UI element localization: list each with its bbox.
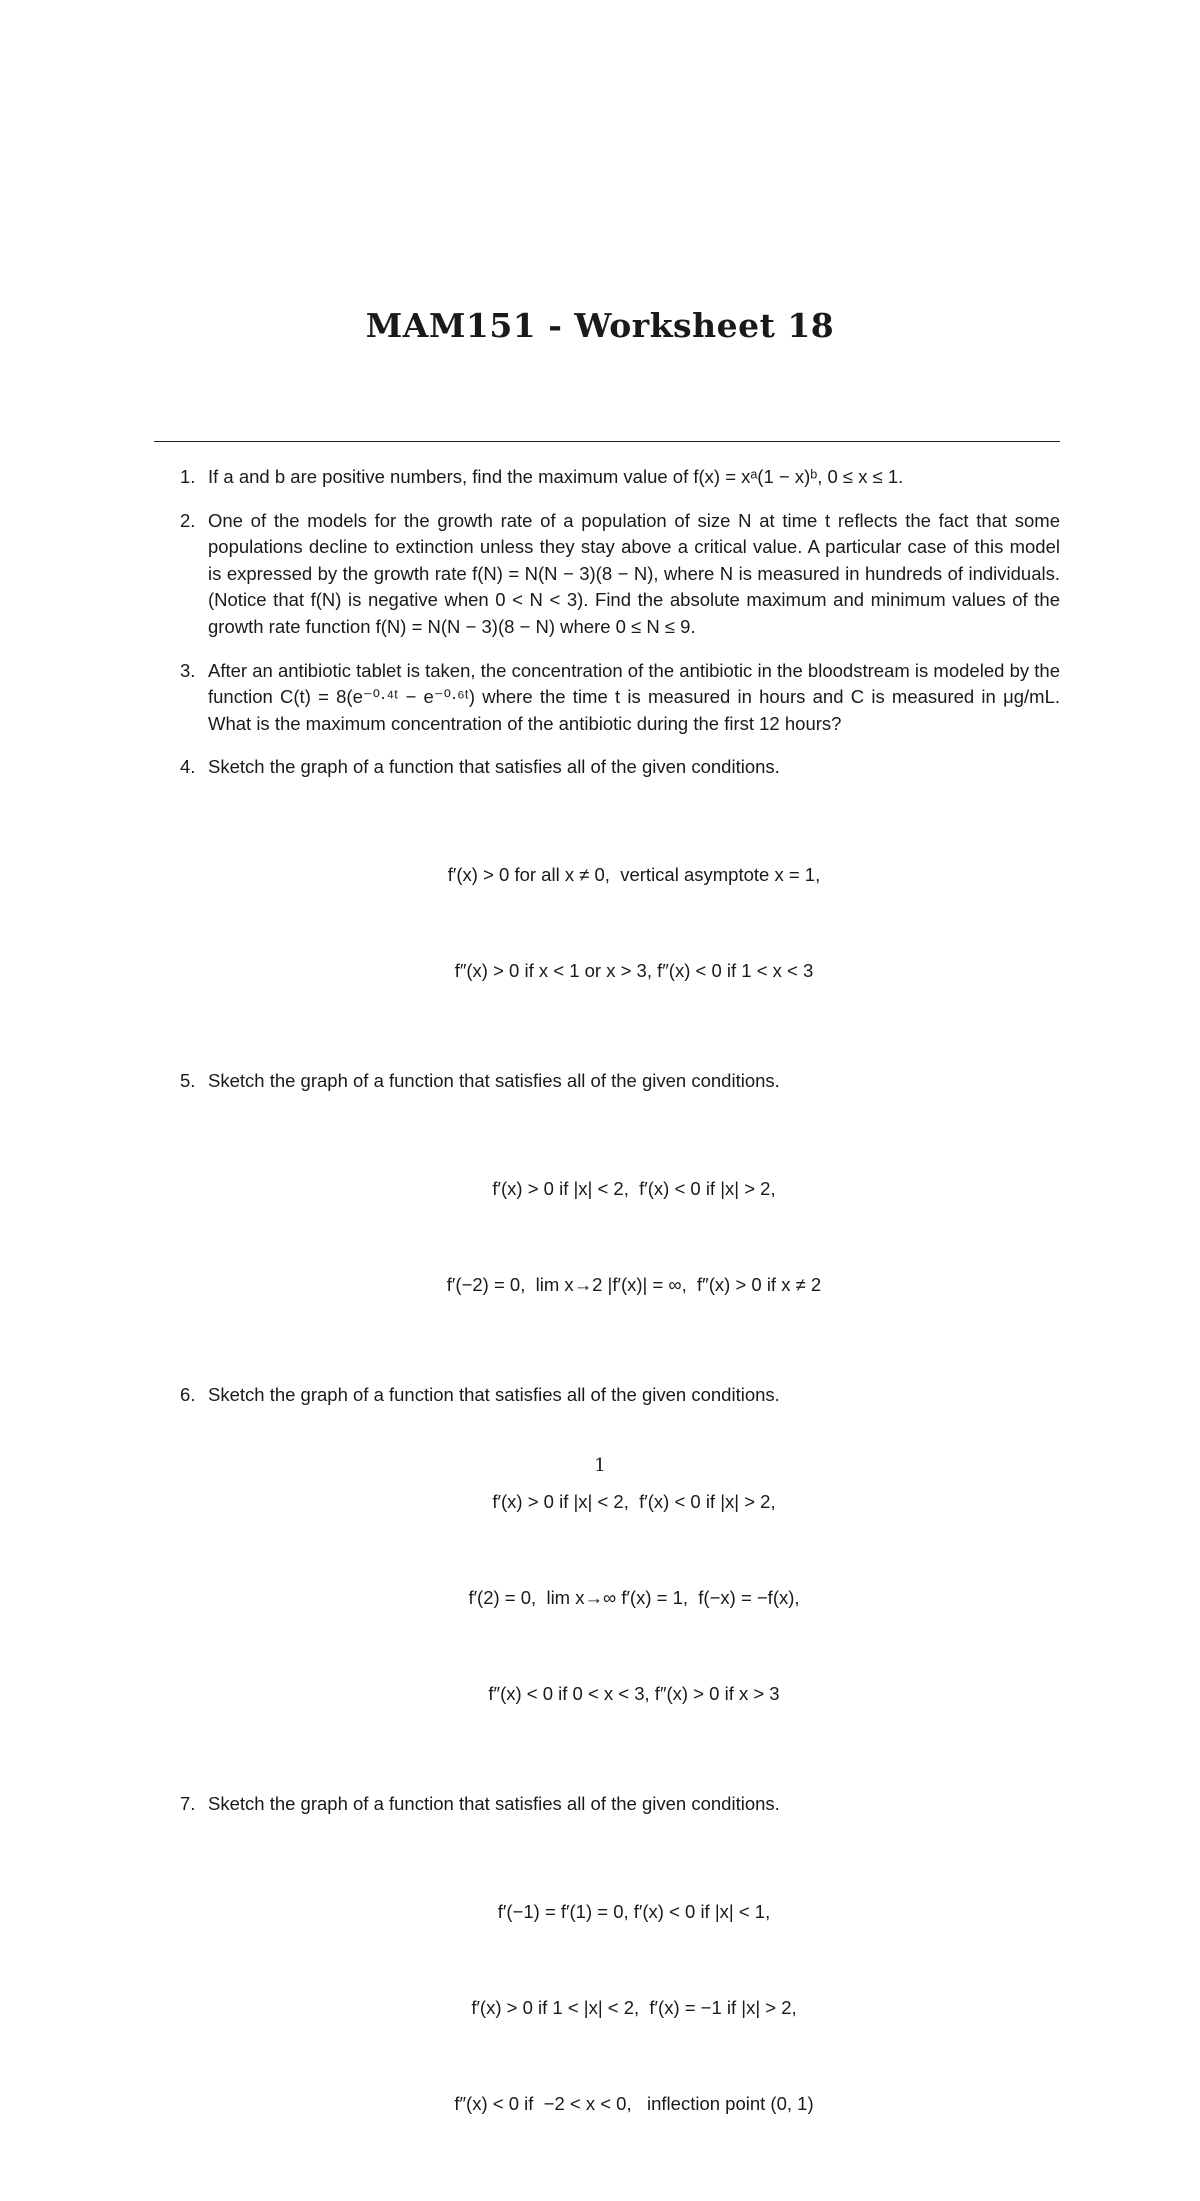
problem-number: 2. [180, 509, 196, 531]
problem-text: Sketch the graph of a function that satisfies all of the given conditions. [208, 1069, 780, 1091]
problem-text: Sketch the graph of a function that satisfies all of the given conditions. [208, 1383, 780, 1405]
condition-line: f′(x) > 0 if 1 < |x| < 2, f′(x) = −1 if |x| > 2, [471, 1996, 797, 2018]
problem-list [154, 464, 1060, 2201]
condition-line: f′(x) > 0 if |x| < 2, f′(x) < 0 if |x| > 2, [492, 1177, 776, 1199]
problem-number: 5. [180, 1069, 196, 1091]
problem-number: 7. [180, 1793, 196, 1815]
problem-text: One of the models for the growth rate of a population of size N at time t reflects the fact that some populations decline to extinction unless they stay above a critical value. A particular case of this model is expressed by the growth rate f(N) = N(N − 3)(8 − N), where N is measured in hundreds of individuals. (Notice that f(N) is negative when 0 < N < 3). Find the absolute maximum and minimum values of the growth rate function f(N) = N(N − 3)(8 − N) where 0 ≤ N ≤ 9. [208, 509, 1060, 637]
condition-block [208, 1109, 1060, 1365]
problem-number: 4. [180, 756, 196, 778]
condition-line: f″(x) > 0 if x < 1 or x > 3, f″(x) < 0 if 1 < x < 3 [454, 959, 814, 981]
problem-item [154, 464, 1060, 491]
problem-number: 6. [180, 1383, 196, 1405]
problem-item [154, 1068, 1060, 1365]
condition-block [208, 795, 1060, 1051]
condition-line: f′(2) = 0, lim x→∞ f′(x) = 1, f(−x) = −f(x), [468, 1587, 800, 1609]
condition-line: f′(x) > 0 if |x| < 2, f′(x) < 0 if |x| > 2, [492, 1491, 776, 1513]
problem-number: 3. [180, 659, 196, 681]
problem-item [154, 508, 1060, 641]
condition-block [208, 1832, 1060, 2184]
condition-line: f′(−2) = 0, lim x→2 |f′(x)| = ∞, f″(x) > 0 if x ≠ 2 [446, 1273, 822, 1295]
problem-item [154, 1791, 1060, 2184]
problem-item [154, 754, 1060, 1051]
condition-line: f′(x) > 0 for all x ≠ 0, vertical asymptote x = 1, [447, 863, 821, 885]
problem-item [154, 1382, 1060, 1775]
condition-line: f″(x) < 0 if 0 < x < 3, f″(x) > 0 if x > 3 [488, 1683, 780, 1705]
worksheet-title: MAM151 - Worksheet 18 [365, 306, 835, 346]
problem-number: 1. [180, 466, 196, 487]
problem-text: After an antibiotic tablet is taken, the concentration of the antibiotic in the bloodstream is modeled by the function C(t) = 8(e⁻⁰·⁴ᵗ − e⁻⁰·⁶ᵗ) where the time t is measured in hours and C is measured in μg/mL. What is the maximum concentration of the antibiotic during the first 12 hours? [208, 659, 1060, 734]
condition-line: f′(−1) = f′(1) = 0, f′(x) < 0 if |x| < 1, [497, 1900, 771, 1922]
problem-text: Sketch the graph of a function that satisfies all of the given conditions. [208, 756, 780, 778]
page-number: 1 [594, 1455, 606, 1476]
condition-line: f″(x) < 0 if −2 < x < 0, inflection point (0, 1) [454, 2092, 814, 2114]
problem-text: Sketch the graph of a function that satisfies all of the given conditions. [208, 1793, 780, 1815]
horizontal-rule [154, 441, 1060, 442]
problem-text: If a and b are positive numbers, find the maximum value of f(x) = xᵃ(1 − x)ᵇ, 0 ≤ x ≤ 1. [208, 466, 904, 487]
problem-item [154, 658, 1060, 738]
